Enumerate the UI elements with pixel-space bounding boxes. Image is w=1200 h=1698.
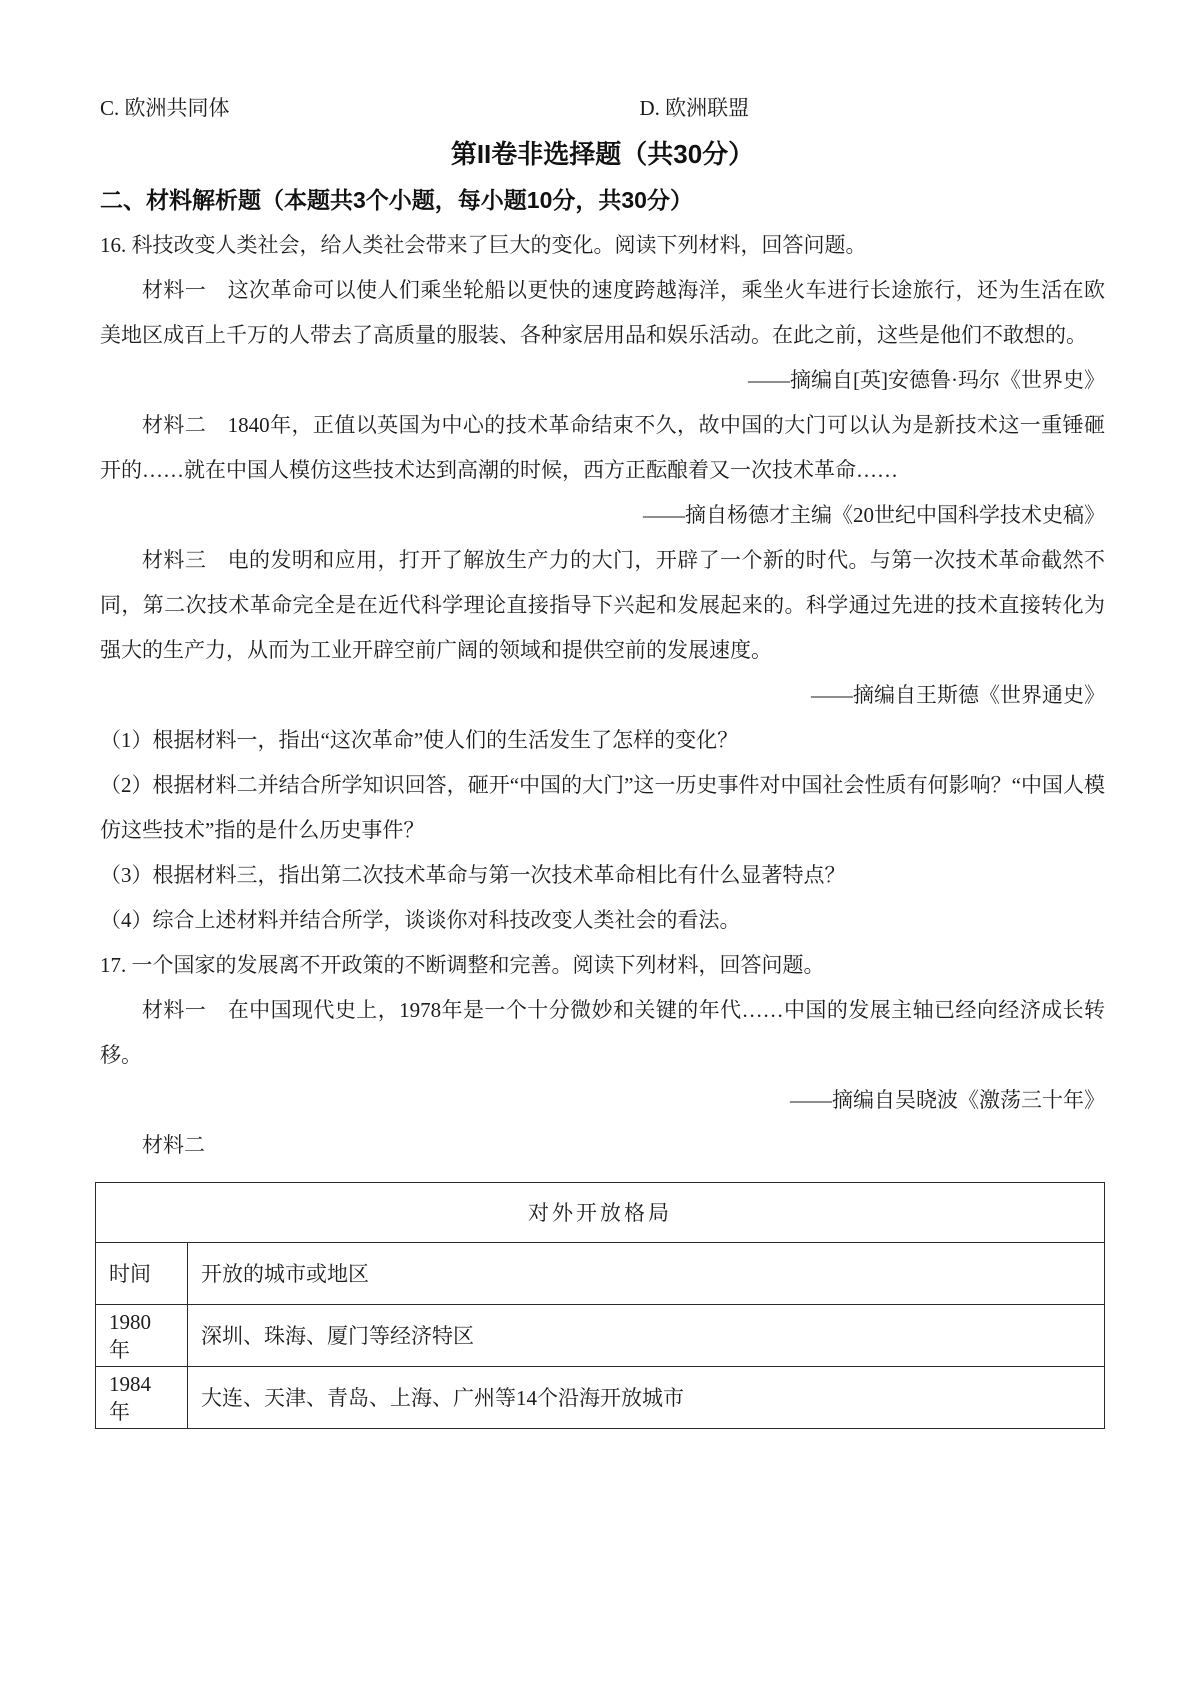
q16-material-3: 材料三 电的发明和应用，打开了解放生产力的大门，开辟了一个新的时代。与第一次技术革命截然不同，第二次技术革命完全是在近代科学理论直接指导下兴起和发展起来的。科学通过先进的技术直接转化为强大的生产力，从而为工业开辟空前广阔的领域和提供空前的发展速度。: [100, 548, 1105, 662]
table-cell-cities-1980: 深圳、珠海、厦门等经济特区: [188, 1305, 1105, 1367]
table-row: [96, 1305, 1105, 1367]
table-header-time: 时间: [96, 1243, 188, 1305]
q17-source-1: ——摘编自吴晓波《激荡三十年》: [790, 1088, 1105, 1112]
q16-source-1: ——摘编自[英]安德鲁·玛尔《世界史》: [748, 368, 1105, 392]
table-cell-cities-1984: 大连、天津、青岛、上海、广州等14个沿海开放城市: [188, 1367, 1105, 1429]
section-heading: 二、材料解析题（本题共3个小题，每小题10分，共30分）: [100, 187, 693, 213]
question-17-stem: 17. 一个国家的发展离不开政策的不断调整和完善。阅读下列材料，回答问题。: [100, 953, 825, 977]
q16-subquestion-4: （4）综合上述材料并结合所学，谈谈你对科技改变人类社会的看法。: [100, 908, 741, 932]
q17-material-1: 材料一 在中国现代史上，1978年是一个十分微妙和关键的年代……中国的发展主轴已经向经济成长转移。: [100, 998, 1105, 1067]
q17-material-2-label: 材料二: [142, 1133, 205, 1157]
choice-options-row: [100, 86, 1105, 131]
opening-up-table: [95, 1182, 1105, 1429]
table-cell-year-1984: 1984 年: [96, 1367, 188, 1429]
table-title: 对外开放格局: [96, 1183, 1105, 1243]
table-title-row: [96, 1183, 1105, 1243]
table-header-row: [96, 1243, 1105, 1305]
table-cell-year-1980: 1980 年: [96, 1305, 188, 1367]
table-row: [96, 1367, 1105, 1429]
q16-subquestion-1: （1）根据材料一，指出“这次革命”使人们的生活发生了怎样的变化？: [100, 728, 739, 752]
option-d: D. 欧洲联盟: [639, 96, 750, 120]
option-c: C. 欧洲共同体: [100, 96, 230, 120]
q16-source-3: ——摘编自王斯德《世界通史》: [811, 683, 1105, 707]
q16-subquestion-2: （2）根据材料二并结合所学知识回答，砸开“中国的大门”这一历史事件对中国社会性质有何影响？“中国人模仿这些技术”指的是什么历史事件？: [100, 773, 1105, 842]
q16-subquestion-3: （3）根据材料三，指出第二次技术革命与第一次技术革命相比有什么显著特点？: [100, 863, 846, 887]
q16-material-1: 材料一 这次革命可以使人们乘坐轮船以更快的速度跨越海洋，乘坐火车进行长途旅行，还为生活在欧美地区成百上千万的人带去了高质量的服装、各种家居用品和娱乐活动。在此之前，这些是他们不敢想的。: [100, 278, 1105, 347]
table-header-region: 开放的城市或地区: [188, 1243, 1105, 1305]
q16-source-2: ——摘自杨德才主编《20世纪中国科学技术史稿》: [643, 503, 1105, 527]
question-16-stem: 16. 科技改变人类社会，给人类社会带来了巨大的变化。阅读下列材料，回答问题。: [100, 233, 867, 257]
part2-title: 第II卷非选择题（共30分）: [450, 139, 755, 169]
q16-material-2: 材料二 1840年，正值以英国为中心的技术革命结束不久，故中国的大门可以认为是新技术这一重锤砸开的……就在中国人模仿这些技术达到高潮的时候，西方正酝酿着又一次技术革命……: [100, 413, 1105, 482]
